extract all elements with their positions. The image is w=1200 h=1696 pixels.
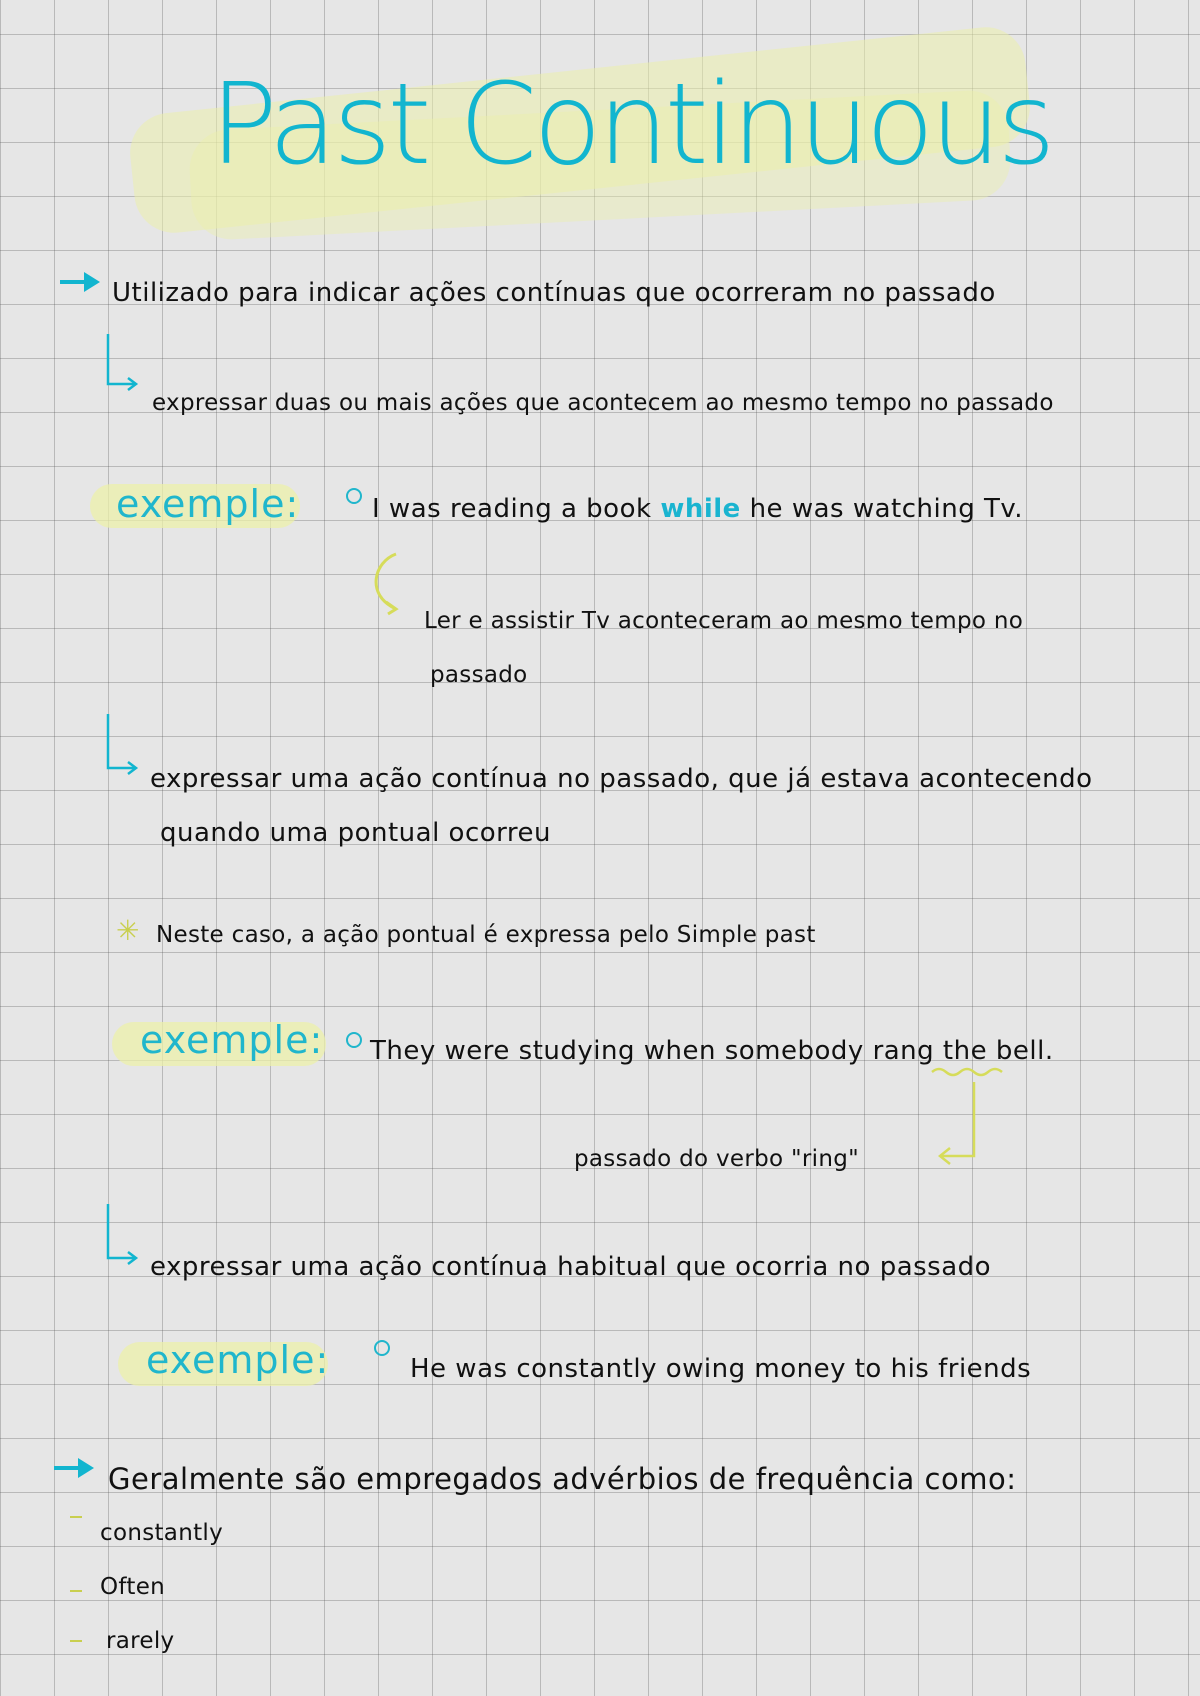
keyword-rang: rang (872, 1036, 935, 1066)
dash-bullet (70, 1516, 82, 1518)
dash-bullet (70, 1590, 82, 1592)
use2-text-line1: expressar uma ação contínua no passado, que já estava acontecendo (150, 764, 1093, 794)
right-arrow-icon (58, 270, 104, 294)
use2-example: They were studying when somebody rang the bell. (370, 1036, 1054, 1066)
use3-text: expressar uma ação contínua habitual que ocorria no passado (150, 1252, 992, 1282)
use1-example: I was reading a book while he was watching Tv. (372, 494, 1023, 524)
bent-arrow-icon (104, 332, 144, 392)
bullet-circle-icon (346, 488, 362, 504)
keyword-while: while (660, 494, 741, 524)
dash-bullet (70, 1640, 82, 1642)
example-label: exemple: (116, 482, 300, 526)
bent-arrow-icon (934, 1080, 980, 1166)
use1-note-line2: passado (430, 662, 528, 688)
intro-text: Utilizado para indicar ações contínuas que ocorreram no passado (112, 278, 996, 308)
example-label: exemple: (140, 1018, 324, 1062)
curved-arrow-icon (366, 552, 416, 612)
use2-text-line2: quando uma pontual ocorreu (160, 818, 551, 848)
adverb-item: rarely (106, 1628, 175, 1654)
use1-text: expressar duas ou mais ações que acontecem ao mesmo tempo no passado (152, 390, 1054, 416)
use1-note-line1: Ler e assistir Tv aconteceram ao mesmo tempo no (424, 608, 1024, 634)
asterisk-icon: ✳ (116, 914, 140, 947)
bent-arrow-icon (104, 1202, 144, 1268)
wavy-underline (930, 1066, 1010, 1078)
example-label: exemple: (146, 1338, 330, 1382)
use2-verb-note: passado do verbo "ring" (574, 1146, 859, 1172)
adverbs-heading: Geralmente são empregados advérbios de frequência como: (108, 1462, 1017, 1496)
use3-example: He was constantly owing money to his friends (410, 1354, 1032, 1384)
adverb-item: Often (100, 1574, 166, 1600)
right-arrow-icon (52, 1456, 98, 1480)
page-title: Past Continuous (210, 60, 1052, 190)
bullet-circle-icon (346, 1032, 362, 1048)
adverb-item: constantly (100, 1520, 223, 1546)
bullet-circle-icon (374, 1340, 390, 1356)
use2-star-note: Neste caso, a ação pontual é expressa pelo Simple past (156, 922, 816, 948)
bent-arrow-icon (104, 712, 144, 778)
